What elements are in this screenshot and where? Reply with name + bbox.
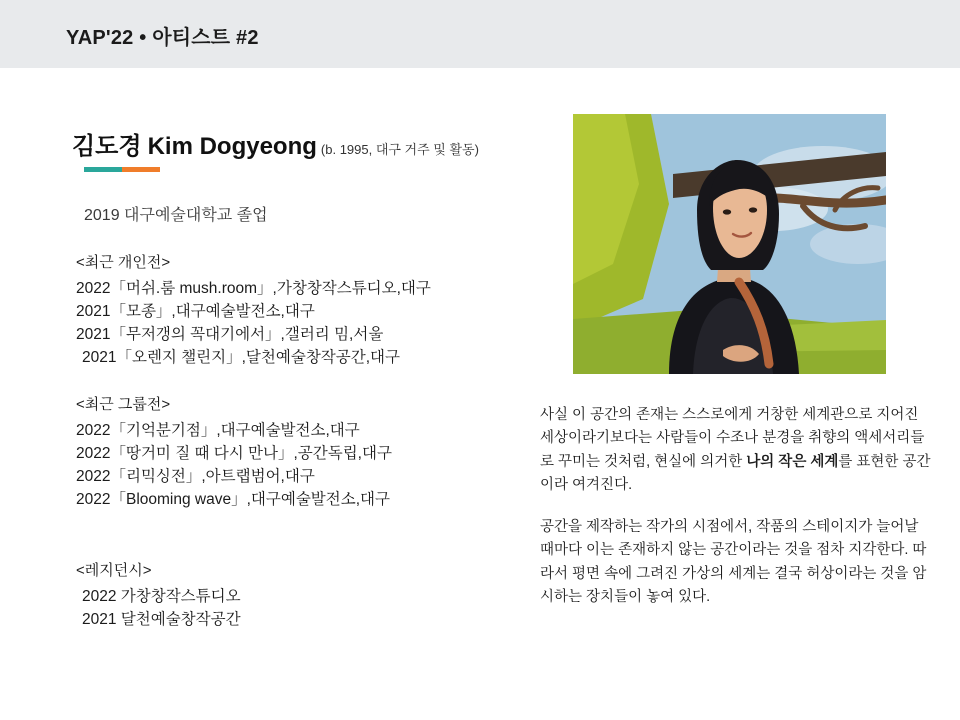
- residency-section: [76, 560, 241, 631]
- artist-statement: [540, 404, 932, 610]
- list-item: 2022「머쉬.룸 mush.room」,가창창작스튜디오,대구: [76, 279, 431, 297]
- artist-name-english: Kim Dogyeong: [147, 133, 317, 160]
- list-item: 2022「Blooming wave」,대구예술발전소,대구: [76, 491, 390, 509]
- artist-portrait-photo: [573, 114, 886, 374]
- residency-title: <레지던시>: [76, 562, 152, 579]
- artist-name-korean: 김도경: [72, 133, 142, 160]
- group-exhibitions-section: [76, 394, 392, 512]
- list-item: 2022「기억분기점」,대구예술발전소,대구: [76, 421, 360, 439]
- list-item: 2022「땅거미 질 때 다시 만나」,공간독립,대구: [76, 444, 392, 462]
- list-item: 2022 가창창작스튜디오: [82, 587, 241, 605]
- list-item: 2021「무저갱의 꼭대기에서」,갤러리 밈,서울: [76, 326, 384, 343]
- artist-statement-paragraph-2: 공간을 제작하는 작가의 시점에서, 작품의 스테이지가 늘어날 때마다 이는 존재하지 않는 공간이라는 것을 점차 지각한다. 따라서 평면 속에 그려진 가상의 세계는 결국 허상이라는 것을 암시하는 장치들이 놓여 있다.: [540, 518, 927, 606]
- accent-rule-orange-segment: [122, 167, 160, 172]
- accent-rule: [84, 167, 160, 172]
- page-title: YAP'22 • 아티스트 #2: [66, 27, 259, 49]
- residency-list: [76, 585, 241, 632]
- solo-exhibitions-section: [76, 252, 431, 370]
- list-item: 2021「모종」,대구예술발전소,대구: [76, 302, 315, 320]
- artist-statement-paragraph-1: [540, 404, 932, 498]
- statement-p1-after: 를 표현한 공간이라 여겨진다.: [540, 453, 931, 494]
- list-item: 2022「리믹싱전」,아트랩범어,대구: [76, 468, 315, 485]
- artist-name-row: [72, 126, 479, 161]
- education-line: 2019 대구예술대학교 졸업: [84, 207, 268, 224]
- list-item: 2021 달천예술창작공간: [82, 610, 241, 628]
- statement-p1-emphasis: 나의 작은 세계: [746, 453, 839, 470]
- solo-exhibitions-list: [76, 277, 431, 370]
- statement-p1-before: 사실 이 공간의 존재는 스스로에게 거창한 세계관으로 지어진 세상이라기보다는 사람들이 수조나 분경을 취향의 액세서리들로 꾸미는 것처럼, 현실에 의거한: [540, 407, 925, 470]
- solo-exhibitions-title: <최근 개인전>: [76, 254, 171, 271]
- list-item: 2021「오렌지 챌린지」,달천예술창작공간,대구: [82, 349, 400, 367]
- group-exhibitions-title: <최근 그룹전>: [76, 396, 171, 413]
- artist-birth-location: (b. 1995, 대구 거주 및 활동): [320, 142, 479, 157]
- accent-rule-teal-segment: [84, 167, 122, 172]
- group-exhibitions-list: [76, 419, 392, 512]
